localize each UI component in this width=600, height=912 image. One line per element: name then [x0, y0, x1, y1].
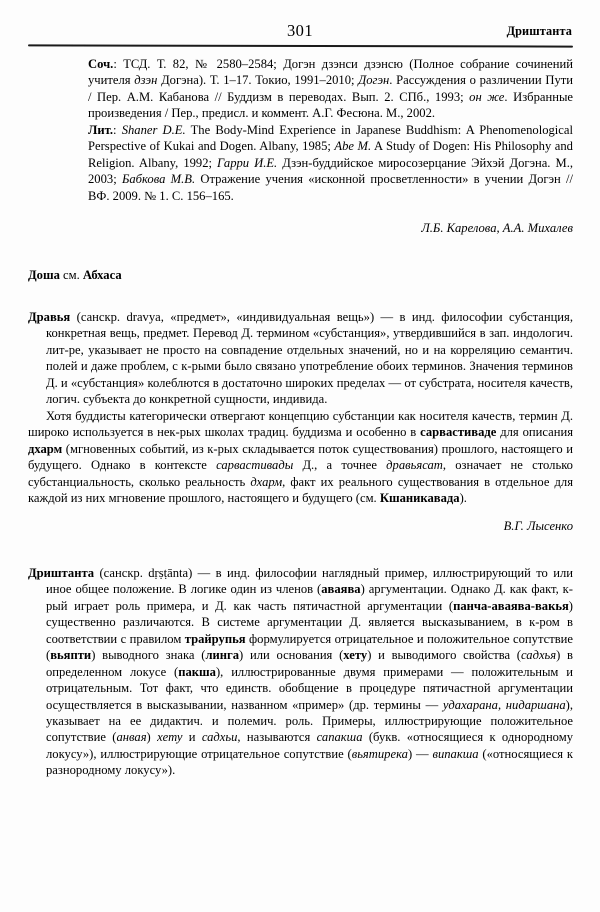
dravya-term-sarvastivada[interactable]: сарвастиваде — [420, 425, 497, 440]
works-text-1: : ТСД. Т. 82, № 2580–2584; Догэн дзэнси дзэнсю (Полное собрание сочинений учителя — [88, 57, 573, 88]
headword-drishtanta: Дриштанта — [28, 565, 95, 580]
dosha-cross-reference[interactable]: Абхаса — [82, 267, 122, 282]
works-text-2: Догэна). Т. 1–17. Токио, 1991–2010; — [157, 73, 359, 88]
drishtanta-term-pancha-avayava-vakya[interactable]: панча-аваява-вакья — [453, 598, 569, 613]
drishtanta-c: ) аргументации. Однако Д. как факт, к-рый играет роль примера, и Д. как часть пятичастной аргументации ( — [46, 582, 573, 613]
lit-text-1: : — [113, 122, 122, 137]
drishtanta-term-avayava[interactable]: аваява — [321, 582, 361, 597]
works-italic-2: Догэн — [358, 73, 390, 88]
drishtanta-i: ) выводного знака ( — [91, 648, 206, 663]
drishtanta-m: ) и выводимого свойства ( — [367, 648, 522, 663]
works-italic-3: он же — [469, 89, 505, 104]
entry-dosha — [28, 267, 573, 283]
lit-italic-3: Гарри И.Е. — [217, 155, 278, 170]
drishtanta-term-linga[interactable]: линга — [205, 648, 240, 663]
dravya-etymology: (санскр. dravya, «предмет», «индивидуальная вещь») — — [70, 309, 400, 324]
dravya-p2-c: для описания — [496, 425, 573, 440]
lit-text-4: Дзэн-буддийское миросозерцание Эйхэй Догэна. М., 2003; — [88, 155, 573, 187]
works-text-3: . Рассуждения о различении Пути / Пер. А.М. Кабанова // Буддизм в переводах. Вып. 2. СПб., 1993; — [88, 73, 573, 104]
drishtanta-g: формулируется отрицательное и положительное сопутствие ( — [46, 631, 573, 663]
dravya-p2-i: , означает не столько субстанциальность, сколько реальность — [28, 458, 573, 489]
drishtanta-term-trairupya[interactable]: трайрупья — [184, 631, 246, 646]
drishtanta-term-vyapti[interactable]: вьяпти — [50, 648, 92, 663]
drishtanta-term-vyatireka: вьятирека — [351, 746, 408, 761]
drishtanta-y: , называются — [237, 730, 317, 745]
spacer — [28, 535, 573, 565]
lit-text-3: A Study of Dogen: His Philosophy and Religion. Albany, 1992; — [88, 139, 573, 170]
drishtanta-term-anvaya: анвая — [116, 730, 147, 745]
running-head — [28, 21, 572, 45]
page-number: 301 — [287, 21, 313, 40]
drishtanta-term-udaharana-nidarshana: удахарана, нидаршана — [442, 697, 566, 712]
entry-dravya-para-2 — [28, 408, 573, 507]
text-column — [28, 56, 573, 779]
running-head-title: Дриштанта — [506, 24, 572, 38]
dravya-para1-text: в инд. философии субстанция, конкретная вещь, предмет. Перевод Д. термином «субстанция», утвердившийся в зап. индологич. лит-ре, указывает не просто на совпадение отдельных значений, но и на корреляцию семантич. полей и даже проблем, с к-рыми было связано употребление обоих терминов. Значения терминов Д. и «субстанция» колеблются в достаточно широких пределах — от субстрата, носителя качеств, логич. субъекта до конкретной сущности, индивида. — [46, 309, 573, 407]
drishtanta-aa: (букв. «относящиеся к однородному локусу»), иллюстрирующие отрицательное сопутствие ( — [46, 730, 574, 761]
drishtanta-term-sapaksha: сапакша — [316, 730, 363, 745]
drishtanta-term-paksha[interactable]: пакша — [178, 664, 216, 679]
bibliography-works — [88, 56, 573, 122]
dosha-see-label: см. — [59, 267, 83, 282]
spacer — [28, 204, 573, 220]
dravya-p2-e: (мгновенных событий, из к-рых складывается поток существования) прошлого, настоящего и будущего. Однако в контексте — [28, 441, 573, 473]
bibliography-literature — [88, 122, 573, 204]
dravya-term-sarvastivady: сарвастивады — [216, 458, 294, 473]
drishtanta-e: ) существенно различаются. В системе аргументации Д. является высказыванием, в к-ром в соответствии с правилом — [46, 598, 573, 646]
drishtanta-etymology: (санскр. dṛṣṭānta) — — [94, 565, 216, 580]
lit-text-5: Отражение учения «исконной просветленности» в учении Догэн // ВФ. 2009. № 1. С. 156–165. — [88, 172, 573, 203]
drishtanta-term-sadhyi: садхьи — [201, 730, 238, 745]
dravya-p2-k: , факт их реального существования в отдельное для каждой из них мгновение прошлого, настоящего и будущего (см. — [28, 474, 573, 505]
headword-dravya: Дравья — [28, 309, 71, 324]
spacer — [28, 237, 573, 267]
drishtanta-term-hetu-italic: хету — [157, 730, 183, 745]
lit-label: Лит. — [88, 122, 114, 137]
dravya-term-dravyasat: дравьясат — [386, 458, 443, 473]
header-rule — [28, 44, 573, 47]
drishtanta-q: ), иллюстрированные двумя примерами — положительным и отрицательным. Тот факт, что единств. обобщение в процедуре пятичастной аргументации осуществляется в высказывании, названном «пример» (др. термины — — [46, 664, 573, 712]
dravya-term-dharm-italic: дхарм — [250, 474, 283, 489]
signature-karelova-mihalev: Л.Б. Карелова, А.А. Михалев — [421, 221, 573, 236]
drishtanta-a: в инд. философии наглядный пример, иллюстрирующий то или иное общее положение. В логике один из членов ( — [46, 565, 573, 597]
dravya-cross-reference-kshanikavada[interactable]: Кшаникавада — [379, 490, 460, 505]
drishtanta-ae: («относящиеся к разнородному локусу»). — [46, 746, 574, 778]
drishtanta-o: ) в определенном локусе ( — [46, 648, 574, 679]
drishtanta-term-sadhya: садхья — [521, 648, 557, 663]
dravya-p2-g: Д., а точнее — [293, 458, 387, 473]
drishtanta-ac: ) — — [407, 746, 433, 761]
dravya-p2-a: Хотя буддисты категорически отвергают концепцию субстанции как носителя качеств, термин Д. широко используется в нек-рых школах традиц. буддизма и особенно в — [28, 408, 573, 440]
drishtanta-w: и — [182, 730, 202, 745]
works-label: Соч. — [88, 57, 114, 71]
dravya-term-dharm[interactable]: дхарм — [28, 441, 63, 456]
works-italic-1: дзэн — [134, 73, 158, 88]
drishtanta-k: ) или основания ( — [239, 648, 344, 663]
drishtanta-s: ), указывает на ее дидактич. и полемич. роль. Примеры, иллюстрирующие положительное сопутствие ( — [46, 697, 573, 745]
lit-italic-2: Abe M. — [334, 139, 372, 154]
lit-text-2: The Body-Mind Experience in Japanese Buddhism: A Phenomenological Perspective of Kukai and Dogen. Albany, 1985; — [88, 122, 573, 154]
headword-dosha: Доша — [28, 267, 60, 282]
lit-italic-1: Shaner D.E. — [121, 122, 186, 137]
dravya-p2-m: ). — [459, 490, 467, 505]
lit-italic-4: Бабкова М.В. — [121, 172, 196, 187]
entry-drishtanta — [28, 565, 573, 779]
signature-lysenko: В.Г. Лысенко — [503, 519, 573, 534]
drishtanta-term-vipaksha: випакша — [432, 746, 479, 761]
spacer — [28, 506, 573, 518]
drishtanta-term-hetu[interactable]: хету — [343, 648, 368, 663]
entry-dravya-para-1 — [28, 309, 573, 408]
works-text-4: . Избранные произведения / Пер., предисл. и коммент. А.Г. Фесюна. М., 2002. — [88, 89, 573, 121]
spacer — [28, 283, 573, 309]
drishtanta-u: ) — [146, 730, 158, 745]
